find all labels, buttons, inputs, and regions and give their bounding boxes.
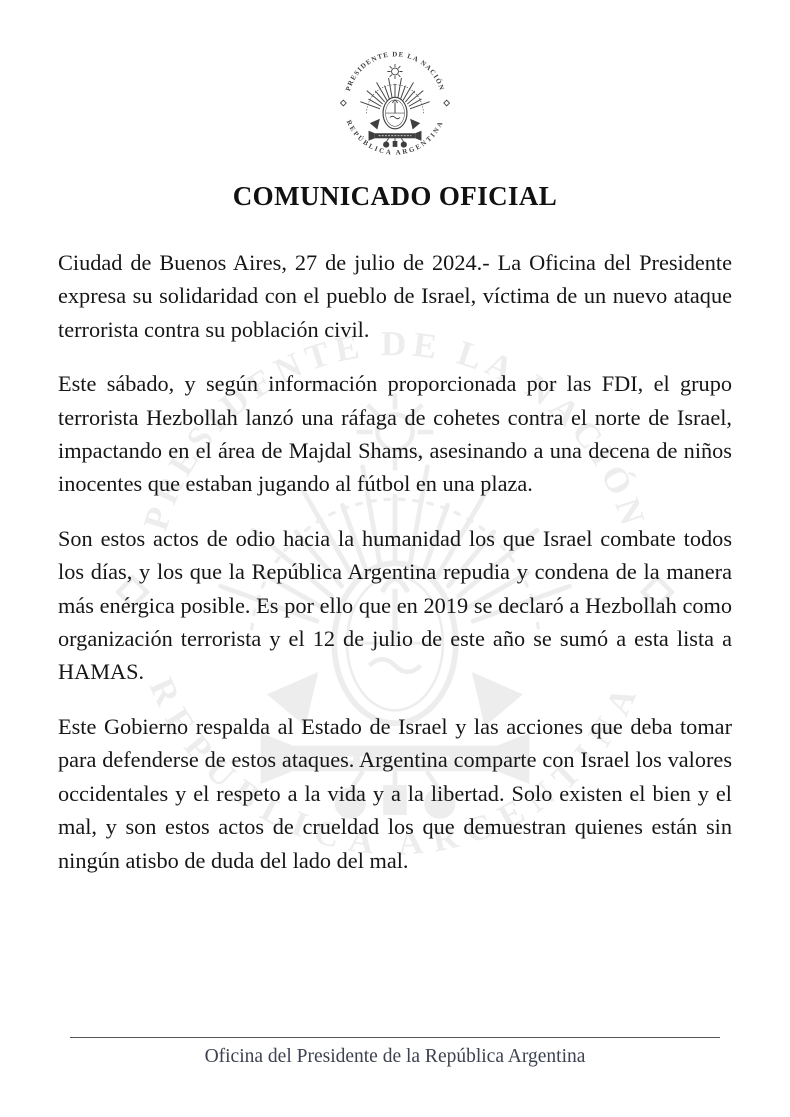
seal-header: [0, 40, 790, 166]
letter-body: [58, 246, 732, 898]
paragraph-dateline: Ciudad de Buenos Aires, 27 de julio de 2024.- La Oficina del Presidente expresa su solidaridad con el pueblo de Israel, víctima de un nuevo ataque terrorista contra su población civil.: [58, 250, 732, 342]
presidential-seal-icon: [332, 40, 458, 166]
footer-org-name: Oficina del Presidente de la República Argentina: [204, 1046, 586, 1067]
paragraph-support: Este Gobierno respalda al Estado de Israel y las acciones que deba tomar para defenderse de estos ataques. Argentina comparte con Israel los valores occidentales y el respeto a la vida y a la libertad. Solo existen el bien y el mal, y son estos actos de crueldad los que demuestran quienes están sin ningún atisbo de duda del lado del mal.: [58, 713, 732, 873]
paragraph-condemnation: Son estos actos de odio hacia la humanidad los que Israel combate todos los días, y los que la República Argentina repudia y condena de la manera más enérgica posible. Es por ello que en 2019 se declaró a Hezbollah como organización terrorista y el 12 de julio de este año se sumó a esta lista a HAMAS.: [58, 525, 732, 685]
paragraph-attack-report: Este sábado, y según información proporcionada por las FDI, el grupo terrorista Hezbollah lanzó una ráfaga de cohetes contra el norte de Israel, impactando en el área de Majdal Shams, asesinando a una decena de niños inocentes que estaban jugando al fútbol en una plaza.: [58, 371, 732, 497]
footer-divider: [70, 1037, 720, 1038]
page-title: COMUNICADO OFICIAL: [232, 181, 558, 211]
